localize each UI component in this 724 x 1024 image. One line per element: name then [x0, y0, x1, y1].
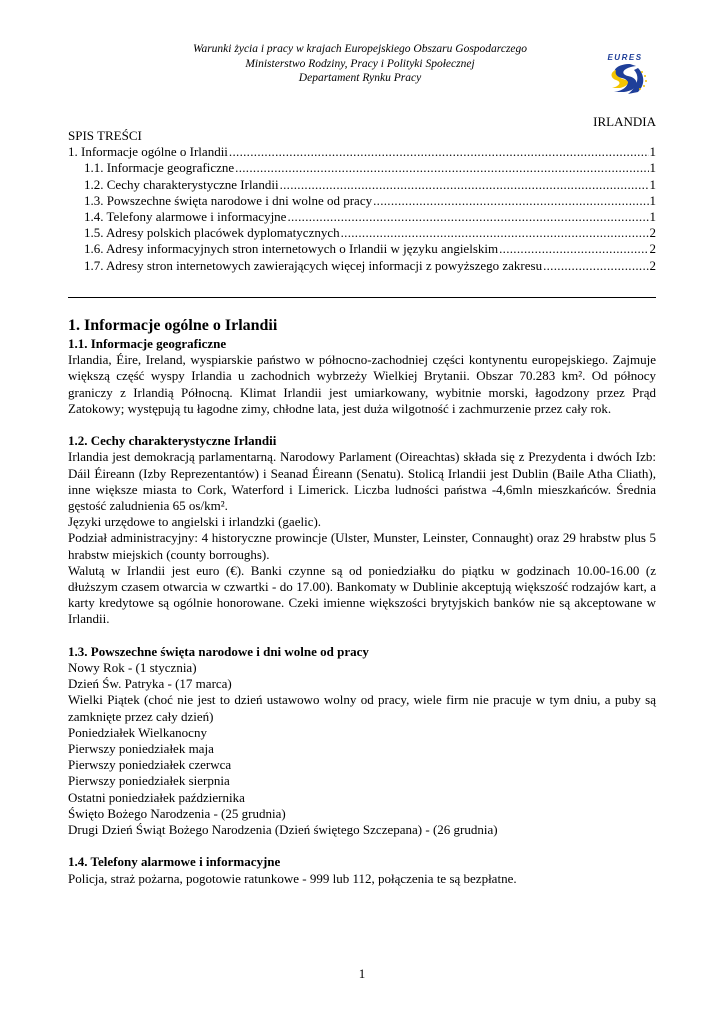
toc-item[interactable]: 1.3. Powszechne święta narodowe i dni wolne od pracy ..... 1	[68, 193, 656, 209]
section-1-2-paragraph: Języki urzędowe to angielski i irlandzki (gaelic).	[68, 514, 322, 530]
section-1-3-title: 1.3. Powszechne święta narodowe i dni wolne od pracy	[68, 643, 369, 659]
holiday-item: Ostatni poniedziałek października	[68, 789, 245, 805]
toc-item[interactable]: 1.5. Adresy polskich placówek dyplomatycznych ..... 2	[68, 225, 656, 241]
section-1-2-paragraph: Walutą w Irlandii jest euro (€). Banki czynne są od poniedziałku do piątku w godzinach 10.00-16.00 (z dłuższym czasem otwarcia w czwartki - do 17.00). Bankomaty w Dublinie akceptują większość rodzajów kart, a karty kredytowe są ogólnie honorowane. Czeki imienne większości brytyjskich banków nie są akceptowane w Irlandii.	[68, 562, 656, 627]
holiday-item: Poniedziałek Wielkanocny	[68, 724, 207, 740]
holiday-item: Wielki Piątek (choć nie jest to dzień ustawowo wolny od pracy, wiele firm nie pracuje w tym dniu, a puby są zamknięte przez cały dzień)	[68, 692, 656, 724]
divider	[68, 297, 656, 298]
section-1-2-title: 1.2. Cechy charakterystyczne Irlandii	[68, 433, 277, 449]
holiday-item: Dzień Św. Patryka - (17 marca)	[68, 676, 232, 692]
header-line-3: Departament Rynku Pracy	[298, 72, 422, 84]
section-1-2-paragraph: Podział administracyjny: 4 historyczne prowincje (Ulster, Munster, Leinster, Connaught) oraz 29 hrabstw plus 5 hrabstw miejskich (county borroughs).	[68, 530, 656, 562]
toc-item[interactable]: 1.4. Telefony alarmowe i informacyjne ..... 1	[68, 209, 656, 225]
section-1-2-paragraph: Irlandia jest demokracją parlamentarną. Narodowy Parlament (Oireachtas) składa się z Prezydenta i dwóch Izb: Dáil Éireann (Izby Reprezentantów) i Seanad Éireann (Senatu). Stolicą Irlandii jest Dublin (Baile Atha Cliath), inne większe miasta to Cork, Waterford i Limerick. Liczba ludności państwa -4,6mln mieszkańców. Średnia gęstość zaludnienia 65 os/km².	[68, 449, 656, 514]
toc-item[interactable]: 1.7. Adresy stron internetowych zawierających więcej informacji z powyższego zakresu ..... 2	[68, 258, 656, 274]
header-line-2: Ministerstwo Rodziny, Pracy i Polityki Społecznej	[245, 57, 475, 70]
holiday-item: Pierwszy poniedziałek maja	[68, 741, 214, 757]
section-1-1-text: Irlandia, Éire, Ireland, wyspiarskie państwo w północno-zachodniej części kontynentu europejskiego. Zajmuje większą część wyspy Irlandia u zachodnich wybrzeży Wielkiej Brytanii. Obszar 70.283 km². Od północy graniczy z Irlandią Północną. Klimat Irlandii jest umiarkowany, wybitnie morski, łagodzony przez Prąd Zatokowy; występują tu łagodne zimy, chłodne lata, jest duża wilgotność i zachmurzenie przez cały rok.	[68, 352, 656, 416]
holiday-item: Nowy Rok - (1 stycznia)	[68, 660, 197, 676]
holiday-item: Pierwszy poniedziałek sierpnia	[68, 773, 230, 789]
document-body	[68, 316, 656, 887]
header-line-1: Warunki życia i pracy w krajach Europejskiego Obszaru Gospodarczego	[192, 43, 528, 55]
section-1-title: 1. Informacje ogólne o Irlandii	[68, 317, 278, 334]
section-1-4-title: 1.4. Telefony alarmowe i informacyjne	[68, 854, 281, 870]
page-number: 1	[358, 966, 366, 981]
toc-item[interactable]: 1. Informacje ogólne o Irlandii ..... 1	[68, 144, 656, 160]
table-of-contents	[68, 128, 656, 274]
holiday-item: Pierwszy poniedziałek czerwca	[68, 757, 232, 773]
holiday-item: Drugi Dzień Świąt Bożego Narodzenia (Dzień świętego Szczepana) - (26 grudnia)	[68, 822, 498, 838]
toc-title: SPIS TREŚCI	[68, 128, 142, 143]
toc-item[interactable]: 1.2. Cechy charakterystyczne Irlandii ..... 1	[68, 177, 656, 193]
toc-item[interactable]: 1.1. Informacje geograficzne ..... 1	[68, 160, 656, 176]
document-header	[150, 42, 570, 86]
section-1-4-text: Policja, straż pożarna, pogotowie ratunkowe - 999 lub 112, połączenia te są bezpłatne.	[68, 870, 517, 886]
country-name: IRLANDIA	[593, 114, 656, 129]
eures-logo	[590, 52, 660, 98]
holiday-item: Święto Bożego Narodzenia - (25 grudnia)	[68, 805, 286, 821]
section-1-1-title: 1.1. Informacje geograficzne	[68, 336, 227, 351]
toc-item[interactable]: 1.6. Adresy informacyjnych stron internetowych o Irlandii w języku angielskim ..... 2	[68, 241, 656, 257]
eures-logo-text: EURES	[607, 53, 643, 62]
